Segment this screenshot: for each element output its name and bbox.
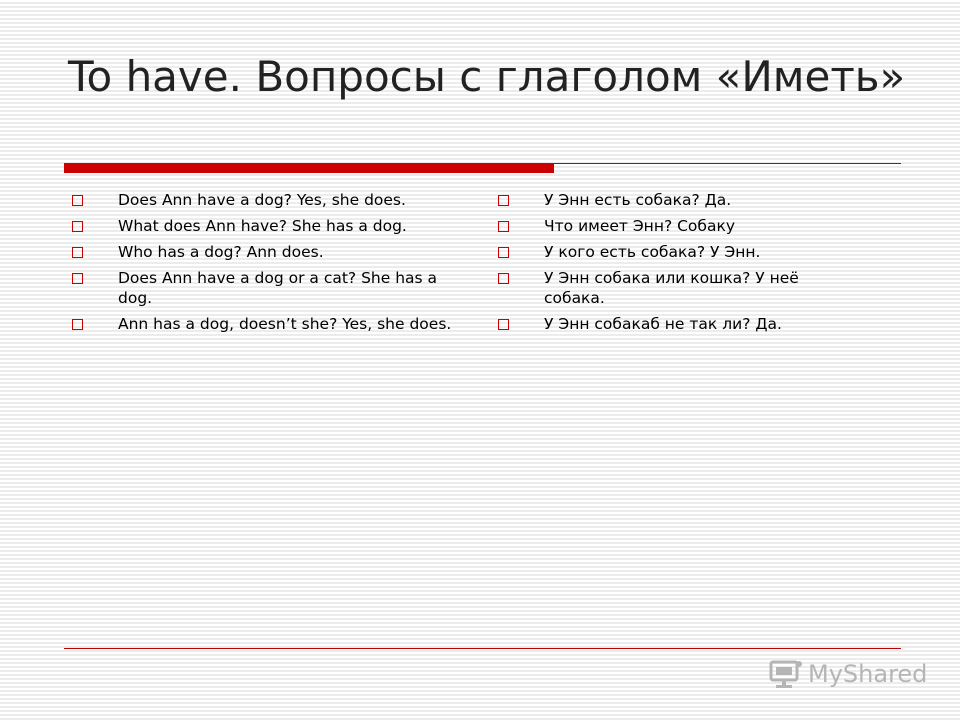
hollow-square-bullet-icon <box>72 273 83 284</box>
list-item <box>498 314 858 334</box>
hollow-square-bullet-icon <box>72 247 83 258</box>
list-item-text: У кого есть собака? У Энн. <box>544 243 761 261</box>
list-item-text: У Энн собакаб не так ли? Да. <box>544 315 782 333</box>
slide-title: To have. Вопросы с глаголом «Иметь» <box>68 52 906 101</box>
list-item <box>72 314 452 334</box>
title-underline-thin <box>554 163 901 164</box>
hollow-square-bullet-icon <box>72 319 83 330</box>
list-item <box>72 268 452 308</box>
list-item <box>72 242 452 262</box>
list-item-text: Ann has a dog, doesn’t she? Yes, she does. <box>118 315 452 333</box>
list-item <box>498 190 858 210</box>
list-item-text: Does Ann have a dog or a cat? She has a dog. <box>118 269 438 307</box>
list-item <box>72 190 452 210</box>
english-questions-list <box>72 190 452 340</box>
list-item-text: Who has a dog? Ann does. <box>118 243 324 261</box>
russian-questions-list <box>498 190 858 340</box>
watermark-text: MyShared <box>808 660 928 688</box>
list-item-text: У Энн есть собака? Да. <box>544 191 732 209</box>
myshared-logo-icon <box>768 658 804 690</box>
watermark-logo <box>768 656 927 692</box>
hollow-square-bullet-icon <box>498 319 509 330</box>
hollow-square-bullet-icon <box>72 195 83 206</box>
list-item-text: У Энн собака или кошка? У неё собака. <box>544 269 799 307</box>
hollow-square-bullet-icon <box>498 247 509 258</box>
list-item-text: What does Ann have? She has a dog. <box>118 217 407 235</box>
list-item <box>72 216 452 236</box>
list-item-text: Что имеет Энн? Собаку <box>544 217 736 235</box>
footer-divider <box>64 648 901 649</box>
hollow-square-bullet-icon <box>72 221 83 232</box>
hollow-square-bullet-icon <box>498 195 509 206</box>
hollow-square-bullet-icon <box>498 221 509 232</box>
list-item <box>498 242 858 262</box>
list-item <box>498 216 858 236</box>
list-item-text: Does Ann have a dog? Yes, she does. <box>118 191 406 209</box>
title-underline-thick <box>64 163 554 173</box>
list-item <box>498 268 858 308</box>
hollow-square-bullet-icon <box>498 273 509 284</box>
